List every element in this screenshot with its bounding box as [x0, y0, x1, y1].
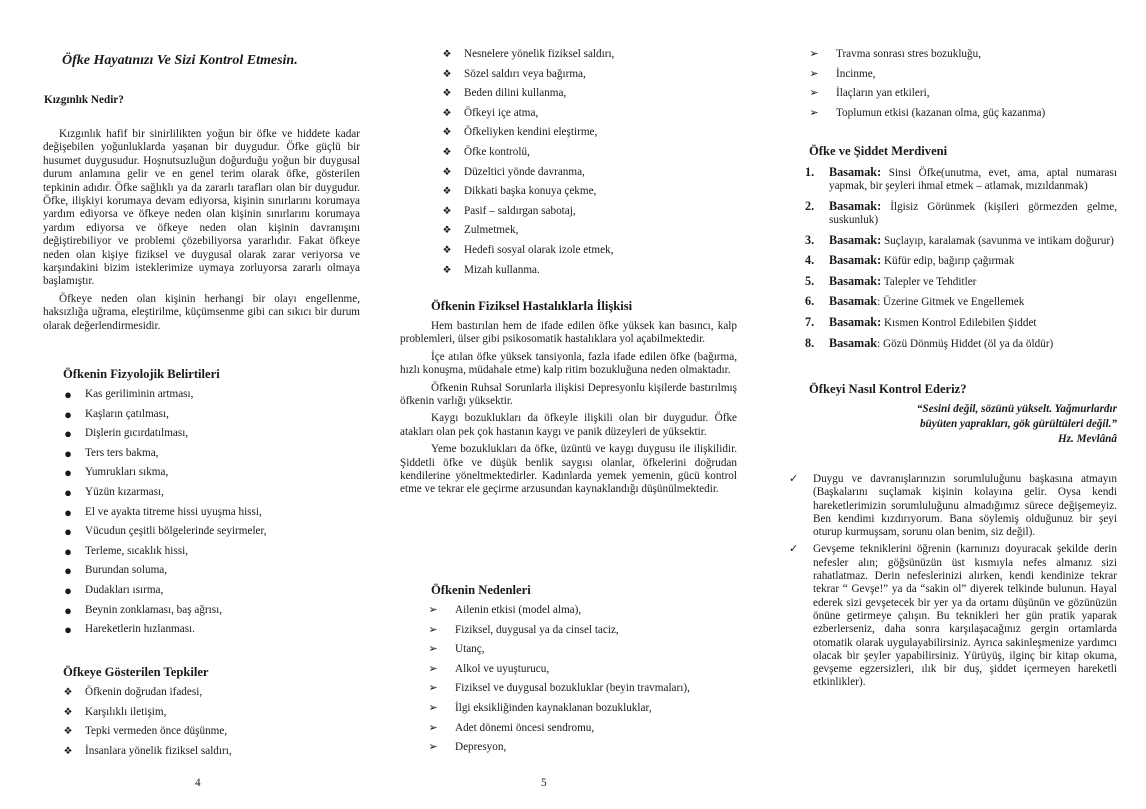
list-item: ❖ Hedefi sosyal olarak izole etmek,: [422, 241, 739, 261]
diamond-bullet-icon: ❖: [442, 244, 452, 256]
paragraph: İçe atılan öfke yüksek tansiyonla, fazla ifade edilen öfke (bağırma, hızlı konuşma, müdahale etme) kalp ritim bozukluğuna neden olmaktadır.: [400, 350, 737, 377]
heading-what-is-anger: Kızgınlık Nedir?: [44, 94, 124, 106]
arrowhead-bullet-icon: ➢: [809, 67, 819, 80]
list-item: ❖ Beden dilini kullanma,: [422, 84, 739, 104]
arrowhead-bullet-icon: ➢: [809, 48, 819, 60]
list-item: ● Dudakları ısırma,: [43, 581, 360, 601]
checkmark-bullet-icon: ✓: [789, 543, 799, 556]
heading-physiological-signs: Öfkenin Fizyolojik Belirtileri: [63, 367, 220, 381]
list-item: ➢ İncinme,: [807, 65, 1144, 85]
diamond-bullet-icon: ❖: [63, 726, 73, 738]
bullet-dot-icon: ●: [64, 465, 72, 481]
list-item: ❖ Dikkati başka konuya çekme,: [422, 182, 739, 202]
arrowhead-bullet-icon: ➢: [428, 662, 438, 675]
diamond-bullet-icon: ❖: [63, 745, 73, 757]
bullet-dot-icon: ●: [64, 563, 72, 579]
ladder-step: 7. Basamak: Kısmen Kontrol Edilebilen Şiddet: [805, 314, 1037, 329]
list-item: ● Hareketlerin hızlanması.: [43, 620, 360, 640]
ladder-step: 3. Basamak: Suçlayıp, karalamak (savunma ve intikam doğurur): [805, 232, 1114, 247]
list-item: ➢ Utanç,: [426, 640, 743, 660]
paragraph: Hem bastırılan hem de ifade edilen öfke yüksek kan basıncı, kalp problemleri, ülser gibi psikosomatik hastalıklara yol açabilmektedir.: [400, 320, 737, 346]
list-item: ❖ Sözel saldırı veya bağırma,: [422, 65, 739, 85]
arrowhead-bullet-icon: ➢: [428, 701, 438, 714]
heading-physical-illness: Öfkenin Fiziksel Hastalıklarla İlişkisi: [431, 299, 633, 313]
list-item: ➢ Fiziksel ve duygusal bozukluklar (beyin travmaları),: [426, 679, 743, 699]
diamond-bullet-icon: ❖: [442, 166, 452, 178]
physiological-signs-list: [43, 385, 360, 640]
bullet-dot-icon: ●: [64, 602, 72, 618]
heading-how-to-control: Öfkeyi Nasıl Kontrol Ederiz?: [809, 382, 967, 396]
ladder-step: 1. Basamak: Sinsi Öfke(unutma, evet, ama, aptal numarası yapmak, bir şeyleri ihmal etmek – atlamak, mızıldanmak): [805, 165, 1117, 193]
diamond-bullet-icon: ❖: [442, 205, 452, 217]
list-item: ❖ Öfkenin doğrudan ifadesi,: [43, 683, 360, 703]
heading-anger-ladder: Öfke ve Şiddet Merdiveni: [809, 144, 948, 158]
bullet-dot-icon: ●: [64, 387, 72, 402]
list-item: ● Burundan soluma,: [43, 561, 360, 581]
paragraph: Öfkeye neden olan kişinin herhangi bir olayı engellenme, haksızlığa uğrama, eleştirilme, küçümsenme gibi can sıkıcı bir durum olarak değerlendirmesidir.: [43, 292, 360, 332]
arrowhead-bullet-icon: ➢: [809, 87, 819, 100]
causes-list-continued: [807, 45, 1144, 123]
diamond-bullet-icon: ❖: [442, 88, 452, 100]
reactions-list-continued: [422, 45, 739, 280]
paragraph: Kızgınlık hafif bir sinirlilikten yoğun bir öfke ve hiddete kadar değişebilen yoğunluklarda yaşanan bir duygudur. Öfke güçlü bir husumet duygusudur. Hoşnutsuzluğun doğurduğu yoğun bir duygusal durum anlamına gelir ve en genel terim olarak öfke, gösterilen tepkinin adıdır. Öfke sağlıklı ya da zararlı tarafları olan bir duygudur. Öfke, ilişkiyi korumaya devam ediyorsa, kişinin sınırlarını korumaya yardım ediyorsa ve öfkeye neden olan kişinin sınırlarını korumaya yardım ediyorsa ve öfkeye neden olan kişinin davranışını değiştirebiliyor ve problemi çözebiliyorsa yararlıdır. Fakat öfkeye neden olan kişiye fiziksel ve duygusal olarak zarar veriyorsa ve karşındakini bizim isteklerimize uymaya zorluyorsa zararlı olmaya başlamıştır.: [43, 128, 360, 288]
list-item: ➢ Toplumun etkisi (kazanan olma, güç kazanma): [807, 104, 1144, 124]
arrowhead-bullet-icon: ➢: [428, 741, 438, 754]
ladder-step: 2. Basamak: İlgisiz Görünmek (kişileri görmezden gelme, suskunluk): [805, 198, 1117, 226]
bullet-dot-icon: ●: [64, 524, 72, 540]
quote-line: büyüten yaprakları, gök gürültüleri değil.”: [919, 418, 1117, 430]
list-item: ● Ters ters bakma,: [43, 444, 360, 464]
list-item: ➢ Travma sonrası stres bozukluğu,: [807, 45, 1144, 65]
bullet-dot-icon: ●: [64, 406, 72, 422]
list-item: ✓ Duygu ve davranışlarınızın sorumluluğunu başkasına atmayın (Başkalarını suçlamak kişinin kolayına gelir. Oysa kendi hareketlerimizin sorumluluğunu almadığımız sürece değişemeyiz. Ben kendimi kızdırıyorum. Bana söylemiş olduğunuz bir şeyi oturup kurmuşsam, sorunu olan benim, siz değil).: [789, 473, 1117, 539]
list-item: ❖ Düzeltici yönde davranma,: [422, 163, 739, 183]
list-item: ❖ Öfke kontrolü,: [422, 143, 739, 163]
ladder-step: 5. Basamak: Talepler ve Tehditler: [805, 273, 977, 288]
list-item: ➢ Alkol ve uyuşturucu,: [426, 660, 743, 680]
list-item: ➢ Depresyon,: [426, 738, 743, 758]
bullet-dot-icon: ●: [64, 484, 72, 500]
list-item: ❖ Zulmetmek,: [422, 221, 739, 241]
page-number-5: 5: [541, 777, 547, 789]
list-item: ❖ Nesnelere yönelik fiziksel saldırı,: [422, 45, 739, 65]
causes-list: [426, 601, 743, 758]
anger-ladder-list: [780, 166, 1117, 357]
physical-illness-body: [400, 320, 737, 497]
what-is-anger-body: [43, 128, 360, 333]
page-number-4: 4: [195, 777, 201, 789]
list-item: ● Kas geriliminin artması,: [43, 385, 360, 405]
list-item: ❖ Pasif – saldırgan sabotaj,: [422, 202, 739, 222]
list-item: ● El ve ayakta titreme hissi uyuşma hissi,: [43, 503, 360, 523]
diamond-bullet-icon: ❖: [442, 225, 452, 237]
arrowhead-bullet-icon: ➢: [809, 106, 819, 119]
list-item: ● Beynin zonklaması, baş ağrısı,: [43, 601, 360, 621]
checkmark-bullet-icon: ✓: [789, 473, 799, 485]
ladder-step: 8. Basamak: Gözü Dönmüş Hiddet (öl ya da öldür): [805, 335, 1054, 350]
bullet-dot-icon: ●: [64, 622, 72, 638]
list-item: ❖ Öfkeliyken kendini eleştirme,: [422, 123, 739, 143]
bullet-dot-icon: ●: [64, 426, 72, 442]
heading-causes: Öfkenin Nedenleri: [431, 583, 531, 597]
list-item: ➢ Adet dönemi öncesi sendromu,: [426, 719, 743, 739]
bullet-dot-icon: ●: [64, 582, 72, 598]
list-item: ➢ Ailenin etkisi (model alma),: [426, 601, 743, 621]
list-item: ● Kaşların çatılması,: [43, 405, 360, 425]
reactions-list: [43, 683, 360, 761]
document-title: Öfke Hayatınızı Ve Sizi Kontrol Etmesin.: [62, 53, 298, 68]
arrowhead-bullet-icon: ➢: [428, 643, 438, 656]
list-item: ● Vücudun çeşitli bölgelerinde seyirmeler,: [43, 522, 360, 542]
list-item: ❖ Öfkeyi içe atma,: [422, 104, 739, 124]
list-item: ● Yüzün kızarması,: [43, 483, 360, 503]
list-item: ❖ Mizah kullanma.: [422, 261, 739, 281]
bullet-dot-icon: ●: [64, 445, 72, 461]
list-item: ❖ İnsanlara yönelik fiziksel saldırı,: [43, 742, 360, 762]
bullet-dot-icon: ●: [64, 504, 72, 520]
arrowhead-bullet-icon: ➢: [428, 604, 438, 616]
quote-author: Hz. Mevlânâ: [1057, 433, 1117, 445]
list-item: ❖ Tepki vermeden önce düşünme,: [43, 722, 360, 742]
quote-line: “Sesini değil, sözünü yükselt. Yağmurlardır: [916, 403, 1117, 415]
mevlana-quote: [780, 402, 1117, 447]
diamond-bullet-icon: ❖: [442, 186, 452, 198]
arrowhead-bullet-icon: ➢: [428, 682, 438, 695]
diamond-bullet-icon: ❖: [442, 264, 452, 276]
bullet-dot-icon: ●: [64, 543, 72, 559]
diamond-bullet-icon: ❖: [442, 146, 452, 158]
list-item: ● Dişlerin gıcırdatılması,: [43, 424, 360, 444]
diamond-bullet-icon: ❖: [442, 127, 452, 139]
heading-reactions: Öfkeye Gösterilen Tepkiler: [63, 665, 209, 679]
paragraph: Öfkenin Ruhsal Sorunlarla ilişkisi Depresyonlu kişilerde bastırılmış öfkenin varlığı yüksektir.: [400, 381, 737, 408]
list-item: ➢ Fiziksel, duygusal ya da cinsel taciz,: [426, 621, 743, 641]
list-item: ➢ İlgi eksikliğinden kaynaklanan bozukluklar,: [426, 699, 743, 719]
list-item: ● Yumrukları sıkma,: [43, 463, 360, 483]
paragraph: Yeme bozuklukları da öfke, üzüntü ve kaygı duygusu ile ilişkilidir. Şiddetli öfke ve düşük benlik saygısı olanlar, öfkelerini doğrudan kendilerine yöneltmektedirler. Kadınlarda yemek yemenin, gücü kontrol etme ve tekrar ele geçirme arzusundan kaynaklandığı düşünülmektedir.: [400, 443, 737, 496]
list-item: ● Terleme, sıcaklık hissi,: [43, 542, 360, 562]
ladder-step: 6. Basamak: Üzerine Gitmek ve Engellemek: [805, 294, 1025, 309]
list-item: ✓ Gevşeme tekniklerini öğrenin (karnınızı doyuracak şekilde derin nefesler alın; göğsünüzün üst kısmıyla nefes almanız sizi rahatlatmaz. Derin nefeslerinizi alırken, kendi kendinize tekrar tekrar “ Gevşe!” ya da “sakin ol” diyerek telkinde bulunun. Hayal ederek sizi gevşetecek bir yer ya da ortamı düşünün ve gözünüzün önüne getirmeye çalışın. Bu teknikleri her gün pratik yaparak ezberlerseniz, daha sonra karşılaşacağınız gergin ortamlarda otomatik olarak uygulayabilirsiniz. Ayrıca sakinleşmenize yardımcı olacak bir şeyler yapabilirsiniz. Yürüyüş, ilginç bir kitap okuma, gevşeme egzersizleri, ılık bir duş, şiddet içermeyen hareketli etkinlikler).: [789, 543, 1117, 689]
list-item: ➢ İlaçların yan etkileri,: [807, 84, 1144, 104]
diamond-bullet-icon: ❖: [442, 68, 452, 80]
list-item: ❖ Karşılıklı iletişim,: [43, 703, 360, 723]
control-tips-list: [784, 473, 1117, 690]
diamond-bullet-icon: ❖: [442, 107, 452, 119]
ladder-step: 4. Basamak: Küfür edip, bağırıp çağırmak: [805, 253, 1015, 268]
arrowhead-bullet-icon: ➢: [428, 721, 438, 734]
diamond-bullet-icon: ❖: [442, 49, 452, 60]
diamond-bullet-icon: ❖: [63, 706, 73, 718]
arrowhead-bullet-icon: ➢: [428, 623, 438, 636]
paragraph: Kaygı bozuklukları da öfkeyle ilişkili olan bir duygudur. Öfke atakları olan pek çok hastanın kaygı ve panik düzeyleri de yüksektir.: [400, 412, 737, 438]
diamond-bullet-icon: ❖: [63, 687, 73, 698]
